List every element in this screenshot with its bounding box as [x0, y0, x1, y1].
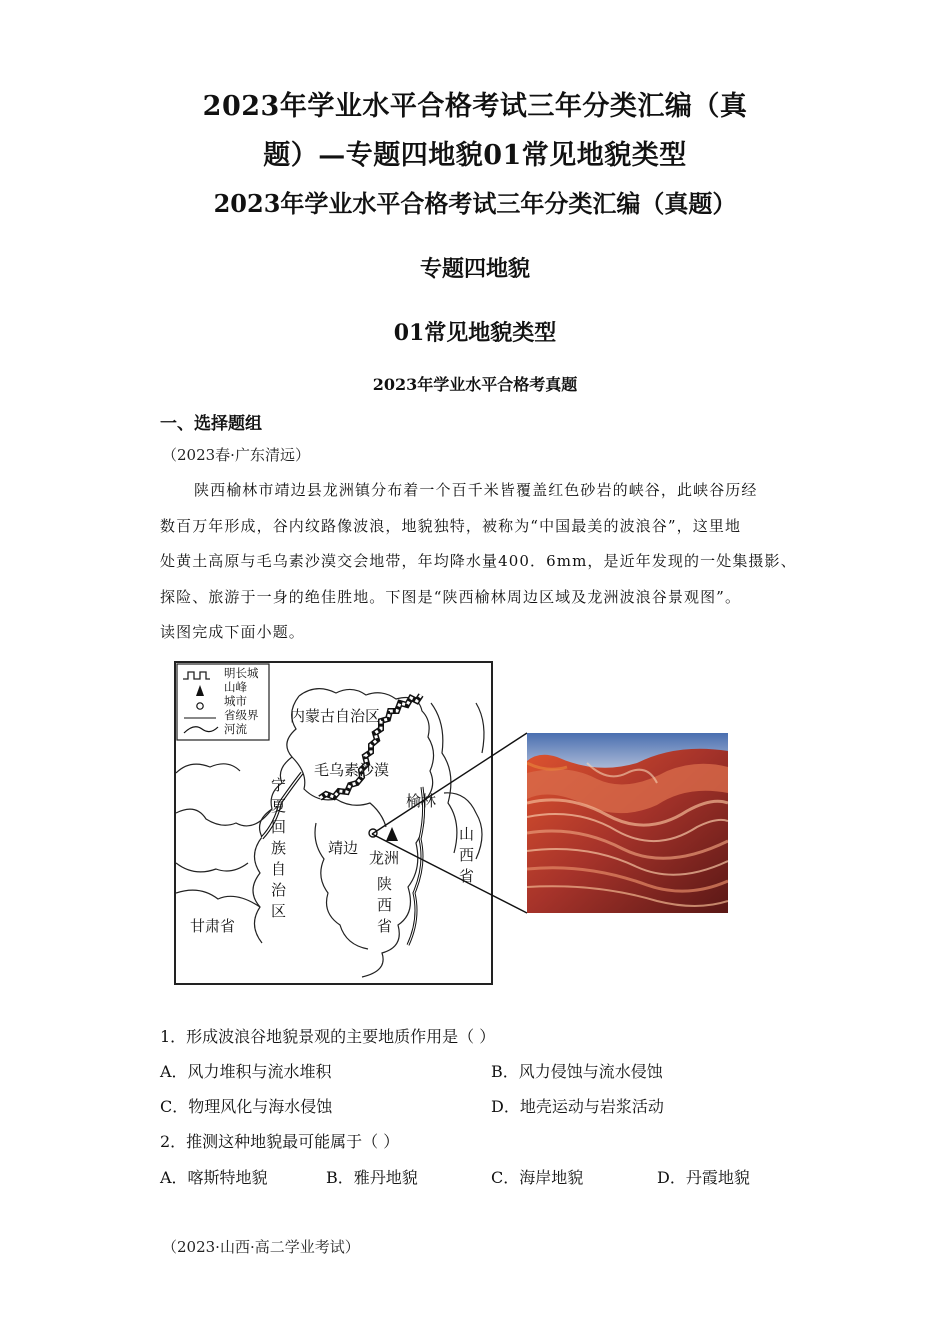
callout-line-bottom	[372, 834, 527, 913]
question-1-option-a[interactable]: A．风力堆积与流水堆积	[160, 1062, 332, 1081]
part-heading: 一、选择题组	[160, 414, 262, 434]
question-2-option-c[interactable]: C．海岸地貌	[491, 1168, 584, 1187]
label-mu-us-desert: 毛乌素沙漠	[314, 761, 390, 779]
svg-text:西: 西	[377, 896, 393, 914]
passage-line: 探险、旅游于一身的绝佳胜地。下图是“陕西榆林周边区域及龙洲波浪谷景观图”。	[160, 587, 742, 606]
svg-text:自: 自	[271, 860, 287, 878]
svg-text:陕: 陕	[377, 875, 393, 893]
callout-line-top	[372, 733, 527, 834]
legend-border: 省级界	[224, 708, 259, 722]
question-2-option-d[interactable]: D．丹霞地貌	[657, 1168, 750, 1187]
year-heading: 2023年学业水平合格考真题	[372, 375, 578, 394]
passage-line: 陕西榆林市靖边县龙洲镇分布着一个百千米皆覆盖红色砂岩的峡谷，此峡谷历经	[194, 481, 758, 499]
svg-text:区: 区	[271, 902, 287, 920]
document-title-line-2: 题）—专题四地貌01常见地貌类型	[263, 140, 687, 171]
question-1-option-b[interactable]: B．风力侵蚀与流水侵蚀	[491, 1062, 663, 1081]
legend-river: 河流	[224, 722, 247, 736]
question-1-option-c[interactable]: C．物理风化与海水侵蚀	[160, 1097, 333, 1116]
svg-text:族: 族	[271, 839, 287, 857]
passage-line: 数百万年形成，谷内纹路像波浪，地貌独特，被称为“中国最美的波浪谷”，这里地	[160, 516, 742, 535]
legend-peak: 山峰	[224, 680, 247, 694]
question-2-stem: 2．推测这种地貌最可能属于（ ）	[160, 1132, 400, 1151]
label-gansu: 甘肃省	[190, 917, 236, 935]
svg-text:夏: 夏	[271, 797, 287, 815]
svg-text:宁: 宁	[271, 776, 287, 794]
svg-text:山: 山	[459, 825, 475, 843]
legend-city: 城市	[224, 694, 247, 708]
label-inner-mongolia: 内蒙古自治区	[290, 707, 381, 725]
wave-valley-image	[527, 733, 728, 913]
svg-text:西: 西	[459, 846, 475, 864]
topic-heading: 专题四地貌	[419, 256, 530, 282]
label-longzhou: 龙洲	[369, 849, 400, 867]
document-title-line-1: 2023年学业水平合格考试三年分类汇编（真	[202, 91, 748, 122]
passage-line: 处黄土高原与毛乌素沙漠交会地带，年均降水量400．6mm，是近年发现的一处集摄影、	[160, 552, 797, 570]
question-2-option-a[interactable]: A．喀斯特地貌	[160, 1168, 268, 1187]
wave-valley-photo	[527, 733, 728, 913]
svg-text:治: 治	[271, 881, 287, 899]
question-source: （2023春·广东清远）	[162, 446, 310, 464]
label-yulin: 榆林	[406, 792, 437, 810]
question-1-stem: 1．形成波浪谷地貌景观的主要地质作用是（ ）	[160, 1027, 496, 1046]
question-group-2-source: （2023·山西·高二学业考试）	[162, 1238, 360, 1256]
section-heading: 01常见地貌类型	[393, 320, 557, 346]
legend-great-wall: 明长城	[224, 666, 259, 680]
document-subtitle: 2023年学业水平合格考试三年分类汇编（真题）	[213, 189, 737, 218]
passage-line: 读图完成下面小题。	[160, 623, 305, 641]
svg-text:省: 省	[377, 917, 393, 935]
question-1-option-d[interactable]: D．地壳运动与岩浆活动	[491, 1097, 664, 1116]
question-2-option-b[interactable]: B．雅丹地貌	[326, 1168, 418, 1187]
svg-text:省: 省	[459, 867, 475, 885]
svg-text:回: 回	[271, 818, 287, 836]
label-jingbian: 靖边	[328, 839, 359, 857]
